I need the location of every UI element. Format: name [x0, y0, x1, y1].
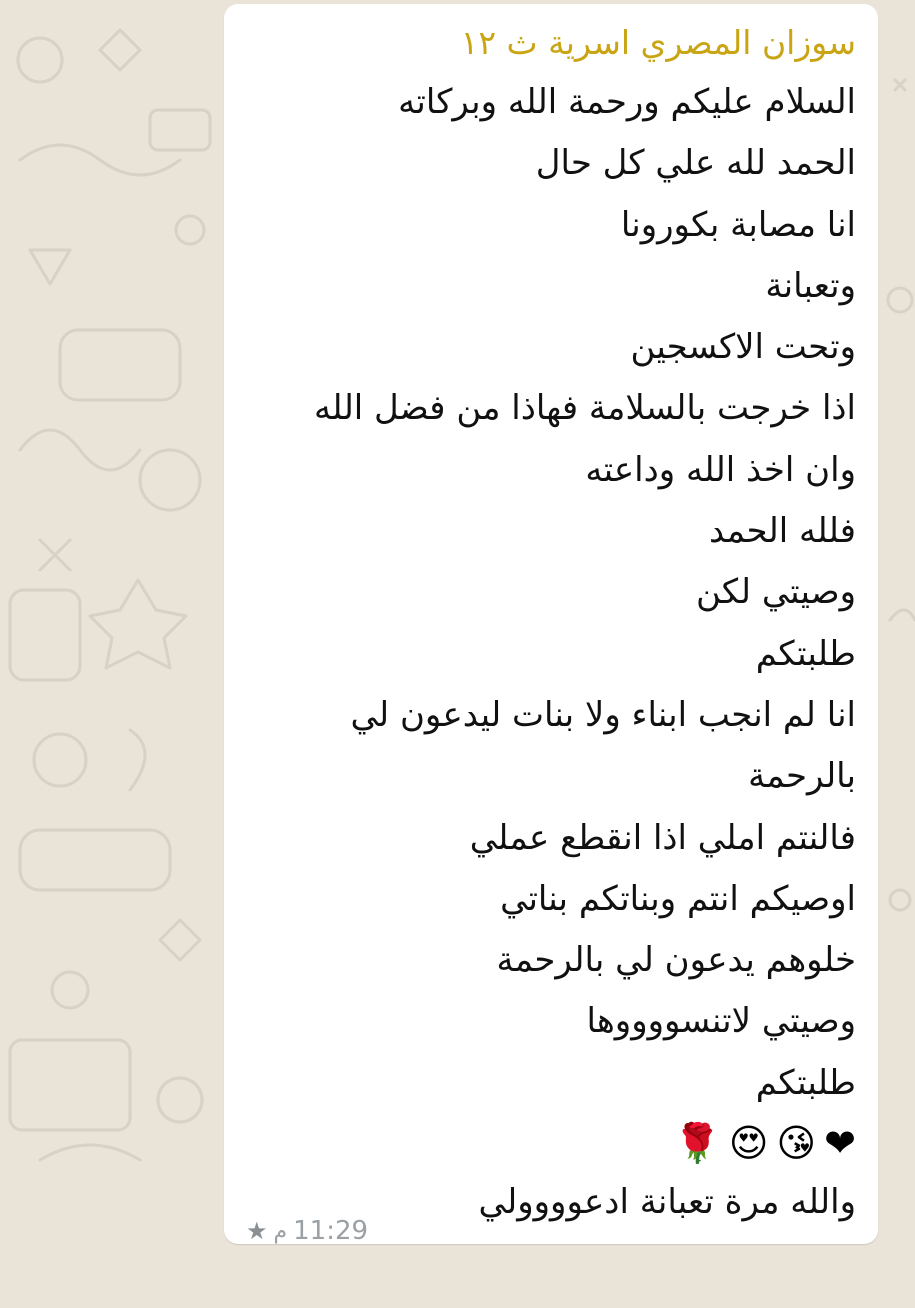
message-line: انا مصابة بكورونا — [620, 204, 856, 245]
message-line: انا لم انجب ابناء ولا بنات ليدعون لي — [350, 694, 856, 735]
message-line: طلبتكم — [755, 1062, 856, 1103]
heart-eyes-emoji: 😍 — [728, 1121, 769, 1166]
message-line: طلبتكم — [755, 633, 856, 674]
message-line: اوصيكم انتم وبناتكم بناتي — [500, 878, 856, 919]
message-line: الحمد لله علي كل حال — [535, 143, 856, 184]
message-line: بالرحمة — [748, 756, 856, 797]
ampm-label: م — [273, 1218, 288, 1244]
message-bubble[interactable] — [224, 4, 878, 1244]
message-line: وصيتي لكن — [696, 572, 856, 613]
message-time: 11:29 — [293, 1216, 369, 1246]
message-line: فلله الحمد — [708, 511, 856, 552]
message-line: خلوهم يدعون لي بالرحمة — [496, 940, 856, 981]
message-text — [246, 72, 856, 1114]
rose-emoji: 🌹 — [673, 1121, 721, 1166]
message-line: وصيتي لاتنسووووها — [586, 1001, 856, 1042]
red-heart-emoji: ❤ — [824, 1121, 856, 1166]
message-line: السلام عليكم ورحمة الله وبركاته — [398, 82, 856, 122]
message-line: وتحت الاكسجين — [630, 327, 856, 368]
message-line: وان اخذ الله وداعته — [585, 449, 856, 490]
message-line: فالنتم املي اذا انقطع عملي — [469, 817, 856, 858]
sender-name[interactable]: سوزان المصري اسرية ث ١٢ — [460, 23, 856, 62]
star-icon[interactable]: ★ — [246, 1217, 268, 1245]
message-last-line: والله مرة تعبانة ادعوووولي — [478, 1182, 856, 1223]
face-blowing-kiss-emoji: 😘 — [776, 1121, 817, 1166]
message-meta — [246, 1154, 368, 1308]
message-line: وتعبانة — [765, 265, 856, 306]
message-line: اذا خرجت بالسلامة فهاذا من فضل الله — [313, 388, 856, 429]
